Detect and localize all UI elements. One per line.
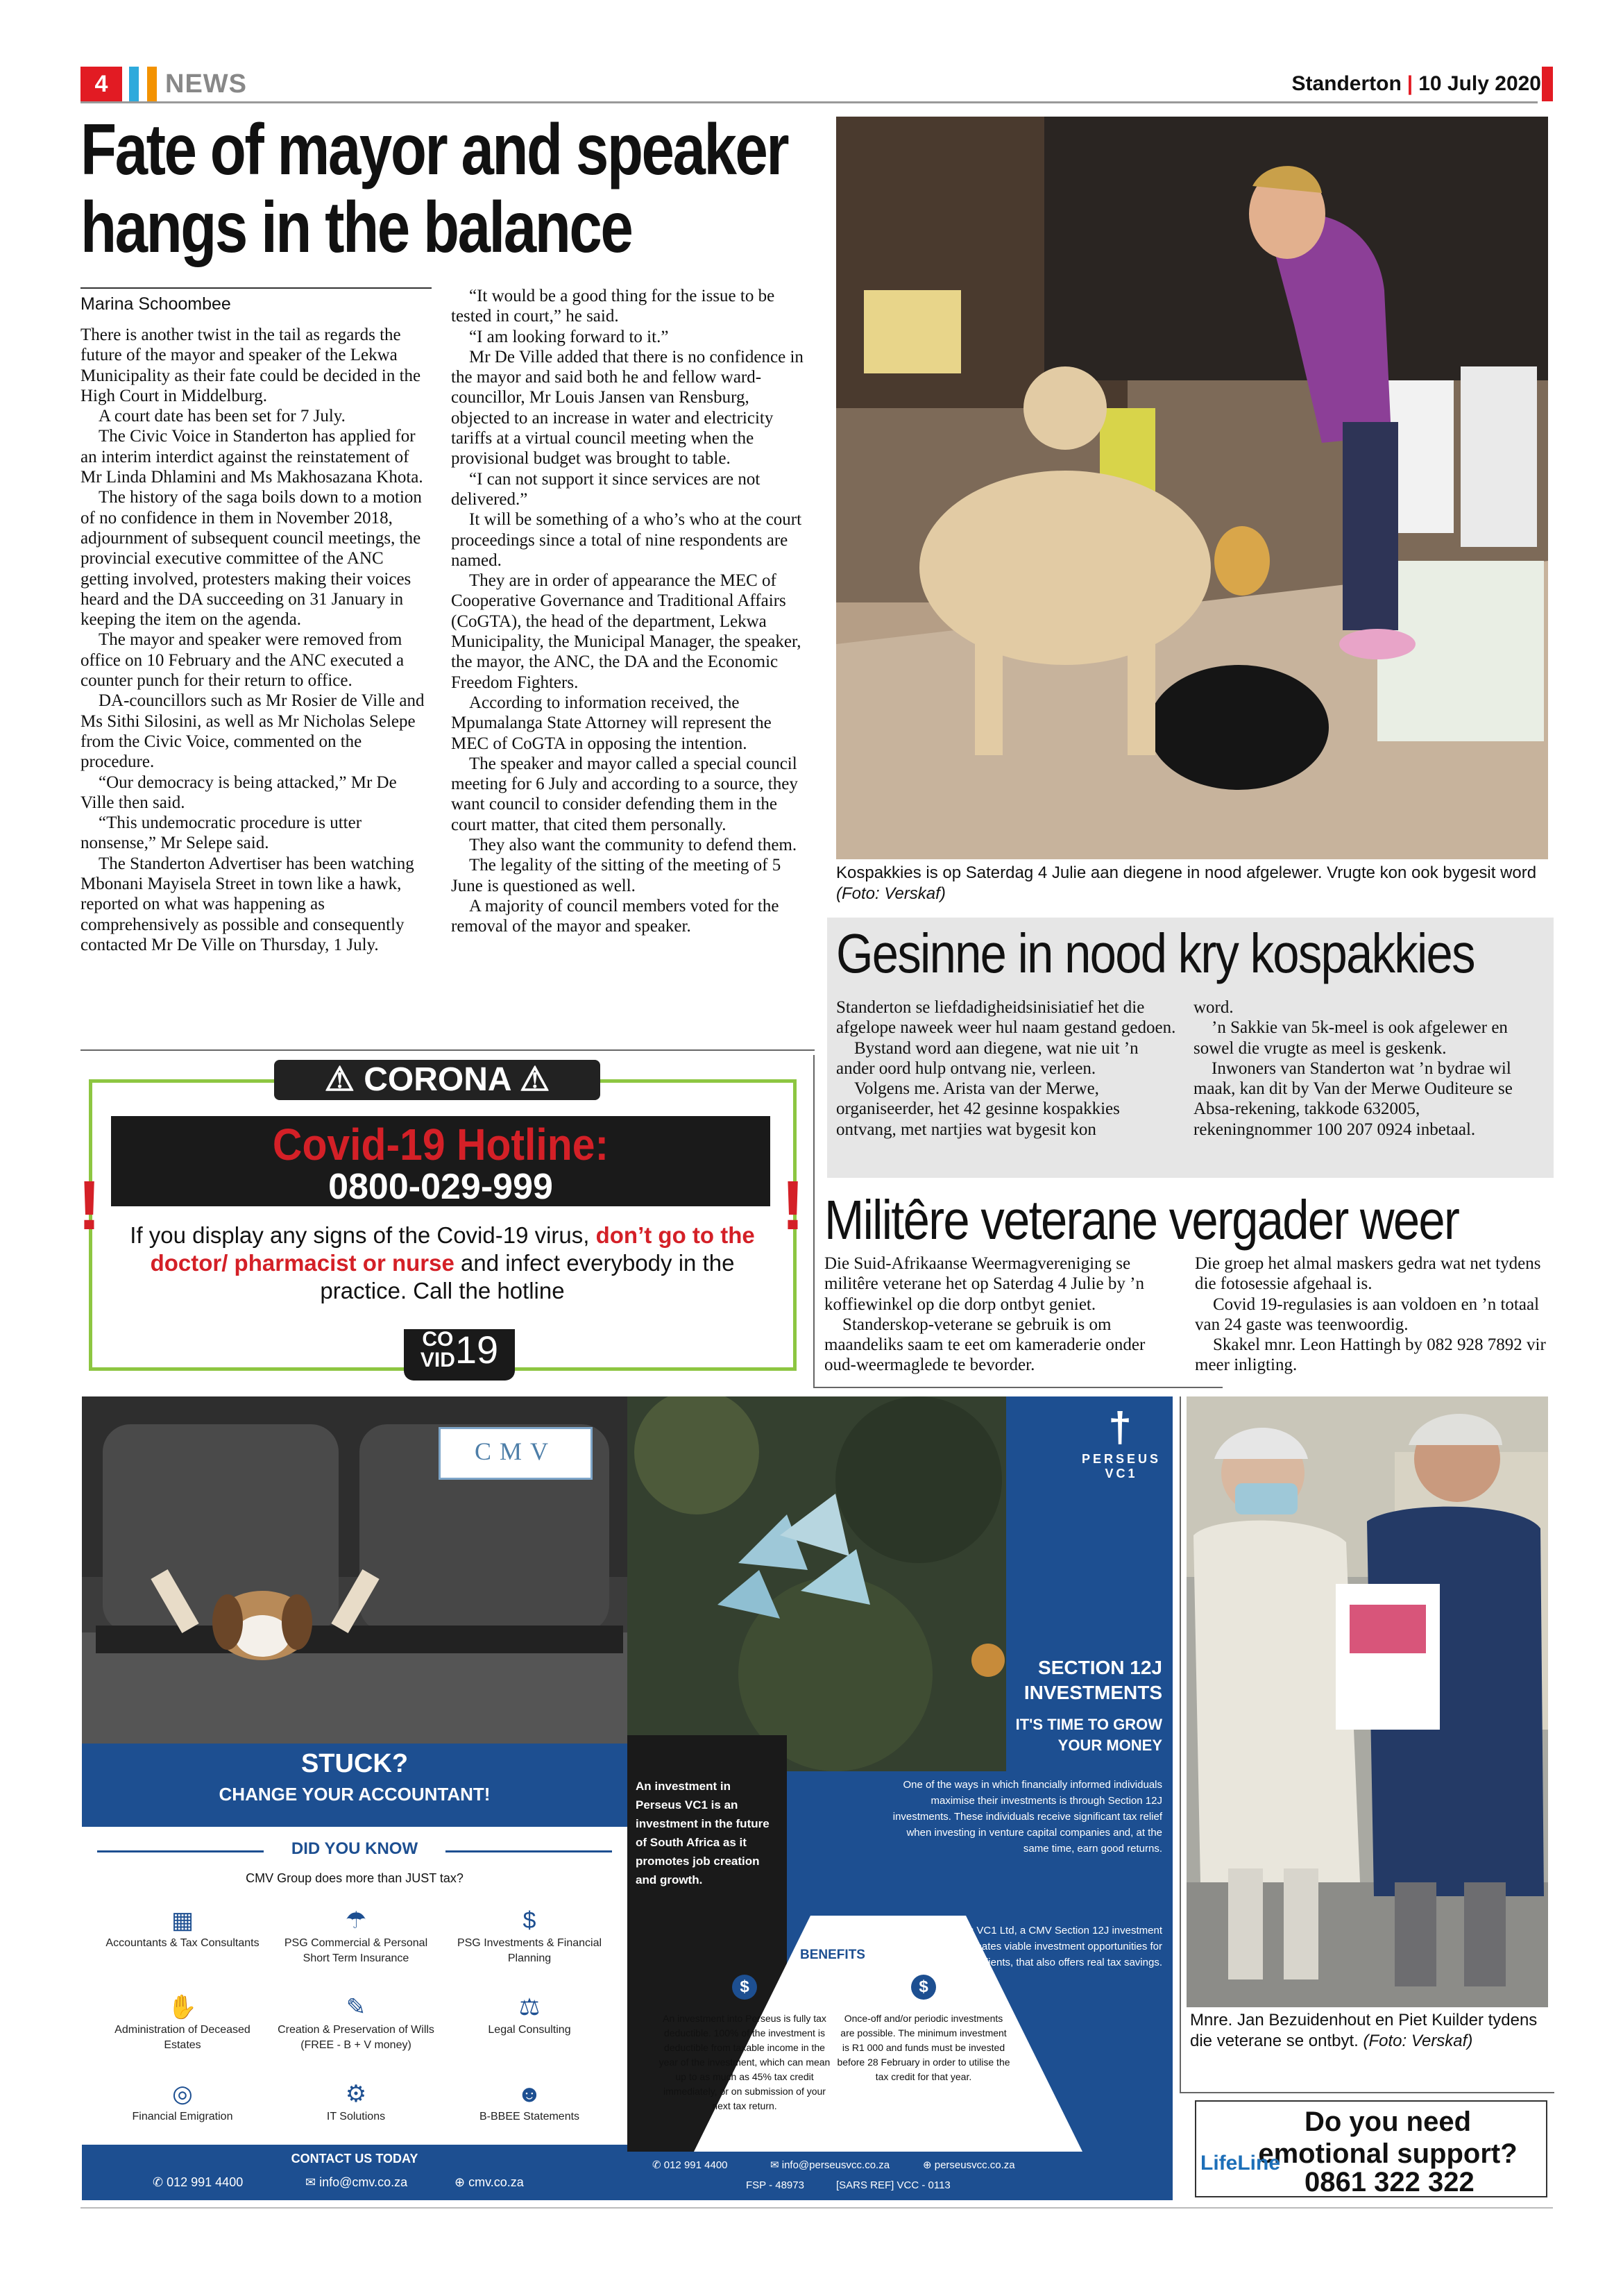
caption-text: Mnre. Jan Bezuidenhout en Piet Kuilder tydens die veterane se ontbyt. (1190, 2011, 1538, 2050)
column-rule (813, 1387, 1223, 1388)
section-line: INVESTMENTS (1023, 1682, 1162, 1703)
perseus-web (923, 2159, 1015, 2171)
network-icon: ⚙ (345, 2081, 367, 2107)
caption-text: Kospakkies is op Saterdag 4 Julie aan diegene in nood afgelewer. Vrugte kon ook bygesit word (836, 863, 1537, 882)
perseus-section (1013, 1655, 1162, 1705)
service-label: PSG Investments & Financial Planning (457, 1937, 602, 1964)
people-icon: ☻ (517, 2081, 542, 2107)
cmv-web (454, 2175, 524, 2190)
lifeline-logo: LifeLine (1200, 2152, 1281, 2175)
article-3-column-1 (824, 1253, 1177, 1376)
section-line: SECTION 12J (1038, 1657, 1162, 1678)
service-label: Administration of Deceased Estates (114, 2024, 250, 2051)
handshake-icon: ✋ (167, 1994, 198, 2020)
photo-credit: (Foto: Verskaf) (1363, 2032, 1473, 2050)
byline: Marina Schoombee (80, 294, 231, 314)
column-rule (1180, 2092, 1554, 2093)
paragraph: Mr De Ville added that there is no confidence in the mayor and said both he and fellow ward-councillor, Mr Louis Jansen van Rensburg, objected to an increase in water and electricity tariffs at a virtual council meeting when the provisional budget was brought to table. (451, 347, 804, 469)
paragraph: Standerton se liefdadigheidsinisiatief het die afgelope naweek weer hul naam gestand gedoen. (836, 998, 1176, 1038)
cmv-contact-title: CONTACT US TODAY (291, 2152, 418, 2166)
photo-credit: (Foto: Verskaf) (836, 884, 946, 903)
corona-message (114, 1222, 770, 1305)
dateline: Standerton | 10 July 2020 (1291, 72, 1541, 95)
service-item (446, 2079, 613, 2125)
mail-icon: ✉ (305, 2175, 316, 2189)
perseus-logo (1073, 1403, 1170, 1481)
phone-icon: ✆ (153, 2175, 164, 2189)
paragraph: The mayor and speaker were removed from office on 10 February and the ANC executed a counter punch for their return to office. (80, 630, 405, 691)
email-text: info@cmv.co.za (319, 2175, 408, 2189)
perseus-email (770, 2159, 890, 2171)
perseus-phone (652, 2159, 728, 2171)
paragraph: The speaker and mayor called a special council meeting for 6 July and according to a source, they want council to consider defending them in the court matter, that cited them personally. (451, 754, 798, 834)
paragraph: “Our democracy is being attacked,” Mr De Ville then said. (80, 773, 397, 812)
paragraph: Standerskop-veterane se gebruik is om maandeliks saam te eet om kameraderie onder oud-weermaglede te bevorder. (824, 1315, 1146, 1375)
issue-date: 10 July 2020 (1418, 72, 1541, 95)
covid-logo (404, 1329, 515, 1381)
photo-illustration (836, 117, 1548, 859)
grow-line: IT'S TIME TO GROW (1015, 1716, 1162, 1733)
paragraph: “I am looking forward to it.” (469, 327, 669, 346)
town: Standerton (1291, 72, 1402, 95)
corona-title (274, 1060, 600, 1100)
exclamation-icon: ! (78, 1167, 101, 1244)
phone-text: 012 991 4400 (663, 2159, 728, 2171)
perseus-fsp: FSP - 48973 (746, 2179, 804, 2191)
paragraph: Bystand word aan diegene, wat nie uit ’n ander oord hulp ontvang nie, verleen. (836, 1038, 1139, 1078)
article-3-headline: Militêre veterane vergader weer (824, 1189, 1459, 1251)
phone-icon: ✆ (652, 2159, 661, 2171)
service-item (273, 1992, 439, 2053)
paragraph: Inwoners van Standerton wat ’n bydrae wil maak, kan dit by Van der Merwe Ouditeure se Absa-rekening, takkode 632005, rekeningnommer 100 207 0924 inbetaal. (1193, 1058, 1513, 1139)
perseus-grow (1013, 1714, 1162, 1756)
sword-icon: † (1108, 1404, 1135, 1451)
cmv-change: CHANGE YOUR ACCOUNTANT! (219, 1784, 491, 1805)
paragraph: ’n Sakkie van 5k-meel is ook afgelewer en sowel die vrugte as meel is geskenk. (1193, 1018, 1508, 1058)
money-bag-icon: $ (911, 1975, 936, 2000)
dollar-icon: $ (732, 1975, 757, 2000)
cmv-stuck: STUCK? (300, 1749, 409, 1778)
main-headline (80, 110, 788, 268)
globe-icon: ⊕ (923, 2159, 932, 2171)
paragraph: A majority of council members voted for the removal of the mayor and speaker. (451, 896, 779, 936)
paragraph: Covid 19-regulasies is aan voldoen en ’n totaal van 24 gaste was teenwoordig. (1195, 1294, 1540, 1334)
paragraph: They are in order of appearance the MEC of Cooperative Governance and Traditional Affairs (CoGTA), the head of the department, Lekwa Municipality, the Municipal Manager, the speaker, the mayor, the ANC, the DA and the Economic Freedom Fighters. (451, 571, 801, 692)
paragraph: Volgens me. Arista van der Merwe, organiseerder, het 42 gesinne kospakkies ontvang, met nartjies wat bygesit kon (836, 1079, 1120, 1139)
header-accent-orange (147, 67, 157, 101)
covid-logo-number: 19 (454, 1328, 499, 1371)
paragraph: The Standerton Advertiser has been watching Mbonani Mayisela Street in town like a hawk, reported on what was happening as comprehensively as possible and consequently contacted Mr De Ville on Thursday, 1 July. (80, 854, 414, 954)
page-number: 4 (80, 67, 122, 101)
paragraph: There is another twist in the tail as regards the future of the mayor and speaker of the Lekwa Municipality as their fate could be decided in the High Court in Middelburg. (80, 326, 421, 405)
paragraph: The history of the saga boils down to a motion of no confidence in them in November 2018, adjournment of subsequent council meetings, the provincial executive committee of the ANC getting involved, protesters making their voices heard and the DA succeeding on 31 January in keeping the item on the agenda. (80, 488, 422, 630)
paragraph: “I can not support it since services are not delivered.” (451, 469, 760, 509)
perseus-invest: An investment in Perseus VC1 is an investment in the future of South Africa as it promotes job creation and growth. (636, 1780, 770, 1886)
grow-line: YOUR MONEY (1057, 1737, 1162, 1754)
column-rule (1180, 1396, 1181, 2093)
service-item (446, 1992, 613, 2038)
cmv-did-you-know: DID YOU KNOW (291, 1839, 418, 1858)
service-item (273, 2079, 439, 2125)
hotline-title: Covid-19 Hotline: (272, 1120, 609, 1170)
paragraph: They also want the community to defend them. (469, 836, 797, 855)
perseus-benefit-2: Once-off and/or periodic investments are possible. The minimum investment is R1 000 and funds must be invested before 28 February in order to utilise the tax credit for that year. (837, 2013, 1010, 2082)
calculator-icon: ▦ (171, 1907, 194, 1934)
message-start: If you display any signs of the Covid-19 virus, (130, 1222, 596, 1248)
service-label: Legal Consulting (488, 2024, 571, 2036)
web-text: cmv.co.za (468, 2175, 524, 2189)
perseus-benefit-1: An investment into Perseus is fully tax deductible. 100% of the investment is deductible from taxable income in the year of the investment, which can mean up to as much as 45% tax credit immediately, or on submission of your next tax return. (658, 2013, 831, 2111)
service-item (273, 1905, 439, 1966)
service-label: Accountants & Tax Consultants (105, 1937, 260, 1949)
column-rule (80, 1049, 815, 1051)
paragraph: Die groep het almal maskers gedra wat net tydens die fotosessie afgehaal is. (1195, 1254, 1541, 1294)
dollar-icon: $ (522, 1907, 536, 1934)
paragraph: The legality of the sitting of the meeting of 5 June is questioned as well. (451, 856, 781, 895)
paragraph: word. (1193, 998, 1234, 1017)
perseus-body-2: Perseus VC1 Ltd, a CMV Section 12J investment company, creates viable investment opportunities for our valued clients, that also offers real tax savings. (919, 1925, 1162, 1968)
article-column-1 (80, 325, 433, 955)
perseus-benefits-title: BENEFITS (800, 1948, 865, 1962)
section-label: NEWS (165, 69, 247, 99)
headline-line-1: Fate of mayor and speaker (80, 110, 788, 190)
covid-logo-top: CO (422, 1328, 454, 1351)
perseus-logo-sub: VC1 (1105, 1467, 1138, 1480)
service-label: IT Solutions (326, 2111, 386, 2122)
web-text: perseusvcc.co.za (934, 2159, 1015, 2171)
header-accent-blue (129, 67, 139, 101)
food-parcel-photo (836, 117, 1548, 859)
service-item (99, 2079, 266, 2125)
service-item (99, 1992, 266, 2053)
warning-icon: ⚠ (520, 1061, 550, 1098)
article-2-headline: Gesinne in nood kry kospakkies (836, 922, 1475, 984)
article-2-column-1 (836, 997, 1180, 1140)
photo-illustration (627, 1396, 1006, 1771)
paragraph: “This undemocratic procedure is utter nonsense,” Mr Selepe said. (80, 813, 362, 853)
article-column-2 (451, 286, 804, 937)
photo-caption (836, 863, 1551, 904)
headline-line-2: hangs in the balance (80, 187, 632, 268)
lifeline-number: 0861 322 322 (1305, 2167, 1475, 2197)
article-3-column-2 (1195, 1253, 1546, 1376)
header-accent-red (1542, 67, 1553, 101)
service-label: B-BBEE Statements (479, 2111, 580, 2122)
service-label: Financial Emigration (132, 2111, 233, 2122)
paragraph: “It would be a good thing for the issue to be tested in court,” he said. (451, 287, 775, 326)
paragraph: According to information received, the Mpumalanga State Attorney will represent the MEC of CoGTA in opposing the intention. (451, 693, 772, 753)
footer-rule (80, 2207, 1553, 2209)
paragraph: Die Suid-Afrikaanse Weermagvereniging se militêre veterane het op Saterdag 4 Julie by ’n koffiewinkel op die dorp ontbyt geniet. (824, 1254, 1144, 1314)
service-item (446, 1905, 613, 1966)
cmv-email (305, 2175, 407, 2190)
globe-icon: ⊕ (454, 2175, 466, 2189)
lifeline-question: Do you need emotional support? (1258, 2107, 1518, 2169)
article-2-column-2 (1193, 997, 1540, 1140)
message-emphasis: don’t go to the doctor/ pharmacist or nurse (150, 1222, 755, 1276)
corona-title-text: CORONA (364, 1061, 511, 1098)
warning-icon: ⚠ (324, 1061, 355, 1098)
header-rule (80, 101, 1538, 103)
umbrella-icon: ☂ (345, 1907, 367, 1934)
hotline-number: 0800-029-999 (328, 1167, 553, 1207)
mail-icon: ✉ (770, 2159, 779, 2171)
service-label: Creation & Preservation of Wills (FREE - B + V money) (278, 2024, 434, 2051)
byline-rule (80, 287, 432, 289)
cmv-logo: CMV (439, 1427, 593, 1480)
column-rule (813, 1055, 815, 1388)
paragraph: It will be something of a who’s who at the court proceedings since a total of nine respondents are named. (451, 510, 802, 570)
cmv-phone (153, 2175, 243, 2190)
exclamation-icon: ! (781, 1167, 805, 1244)
scales-icon: ⚖ (518, 1994, 541, 2020)
phone-text: 012 991 4400 (167, 2175, 244, 2189)
email-text: info@perseusvcc.co.za (781, 2159, 890, 2171)
photo-illustration (1187, 1396, 1548, 2007)
message-end: and infect everybody in the practice. Call the hotline (320, 1250, 735, 1303)
service-item (99, 1905, 266, 1951)
paragraph: The Civic Voice in Standerton has applied for an interim interdict against the reinstatement of Mr Linda Dhlamini and Ms Makhosazana Khota. (80, 427, 423, 487)
perseus-logo-name: PERSEUS (1081, 1452, 1162, 1466)
cmv-more: CMV Group does more than JUST tax? (246, 1871, 464, 1885)
covid-logo-bottom: VID (420, 1349, 455, 1371)
paragraph: Skakel mnr. Leon Hattingh by 082 928 7892 vir meer inligting. (1195, 1335, 1546, 1375)
paragraph: A court date has been set for 7 July. (99, 407, 346, 426)
service-label: PSG Commercial & Personal Short Term Insurance (284, 1937, 428, 1964)
paragraph: DA-councillors such as Mr Rosier de Ville and Ms Sithi Silosini, as well as Mr Nicholas Selepe from the Civic Voice, commented on the procedure. (80, 691, 425, 772)
photo-caption (1190, 2010, 1540, 2052)
document-icon: ✎ (346, 1994, 366, 2020)
perseus-sars: [SARS REF] VCC - 0113 (836, 2179, 951, 2191)
perseus-money-plant-photo (627, 1396, 1006, 1771)
perseus-body-1: One of the ways in which financially informed individuals maximise their investments is through Section 12J investments. These individuals receive significant tax relief when investing in venture capital companies and, at the same time, earn good returns. (892, 1779, 1162, 1855)
veterans-photo (1187, 1396, 1548, 2007)
money-icon: ◎ (172, 2081, 193, 2107)
